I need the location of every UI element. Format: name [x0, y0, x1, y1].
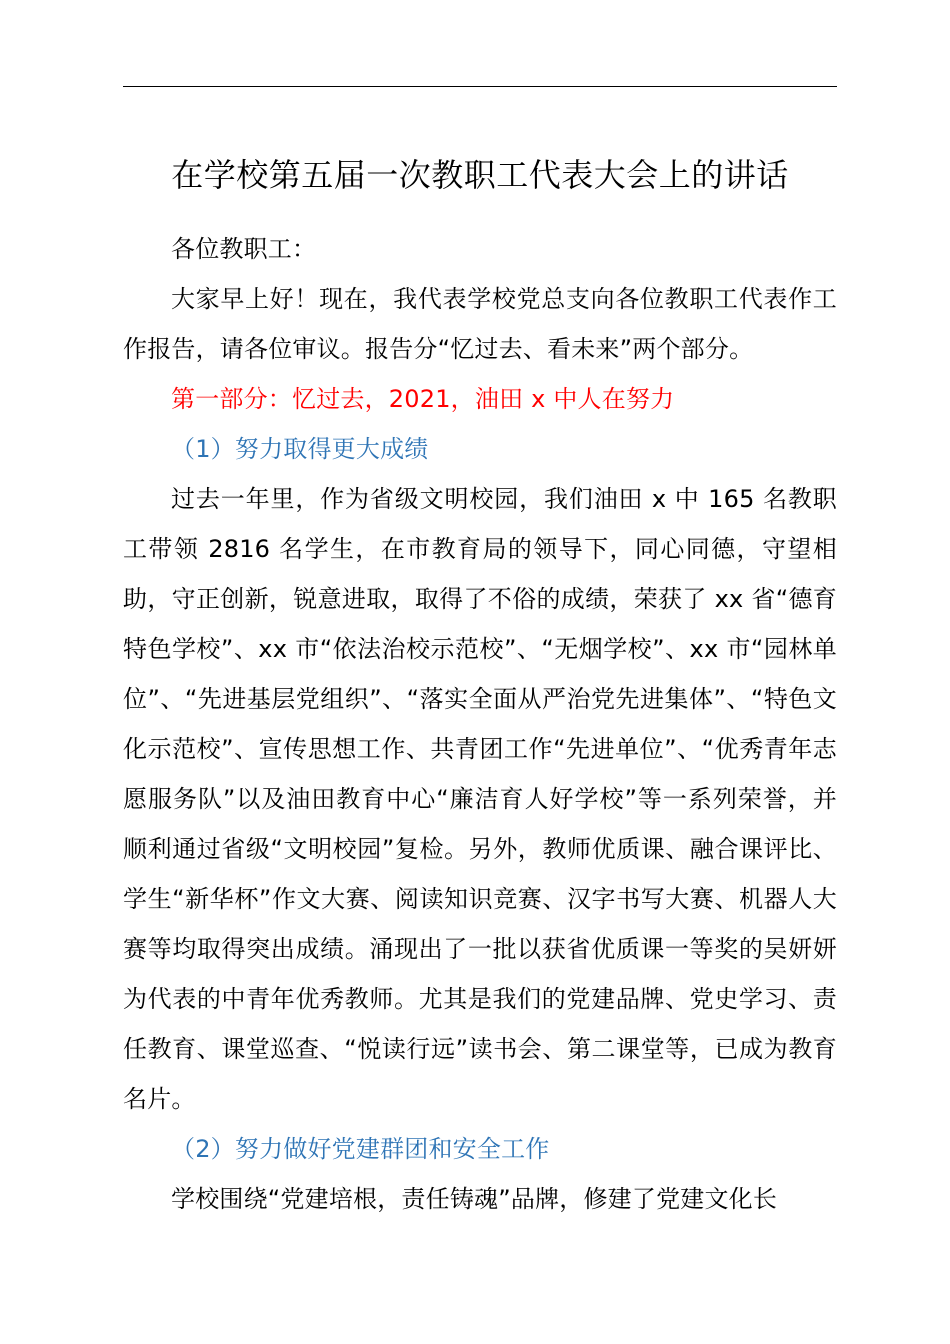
document-title: 在学校第五届一次教职工代表大会上的讲话 [171, 156, 789, 194]
salutation: 各位教职工： [171, 235, 317, 263]
subsection-heading-1: （1）努力取得更大成绩 [171, 435, 429, 463]
header-rule [123, 86, 837, 87]
subsection-heading-2: （2）努力做好党建群团和安全工作 [171, 1135, 550, 1163]
intro-paragraph: 大家早上好！现在，我代表学校党总支向各位教职工代表作工作报告，请各位审议。报告分“忆过去、看未来”两个部分。 [123, 285, 837, 363]
section-heading: 第一部分：忆过去，2021，油田 x 中人在努力 [171, 385, 675, 413]
body-paragraph-1: 过去一年里，作为省级文明校园，我们油田 x 中 165 名教职工带领 2816 名学生，在市教育局的领导下，同心同德，守望相助，守正创新，锐意进取，取得了不俗的成绩，荣获了 xx 省“德育特色学校”、xx 市“依法治校示范校”、“无烟学校”、xx 市“园林单位”、“先进基层党组织”、“落实全面从严治党先进集体”、“特色文化示范校”、宣传思想工作、共青团工作“先进单位”、“优秀青年志愿服务队”以及油田教育中心“廉洁育人好学校”等一系列荣誉，并顺利通过省级“文明校园”复检。另外，教师优质课、融合课评比、学生“新华杯”作文大赛、阅读知识竞赛、汉字书写大赛、机器人大赛等均取得突出成绩。涌现出了一批以获省优质课一等奖的吴妍妍为代表的中青年优秀教师。尤其是我们的党建品牌、党史学习、责任教育、课堂巡查、“悦读行远”读书会、第二课堂等，已成为教育名片。 [123, 485, 837, 1113]
body-paragraph-2: 学校围绕“党建培根，责任铸魂”品牌，修建了党建文化长 [171, 1185, 778, 1213]
document-body [123, 224, 837, 1224]
